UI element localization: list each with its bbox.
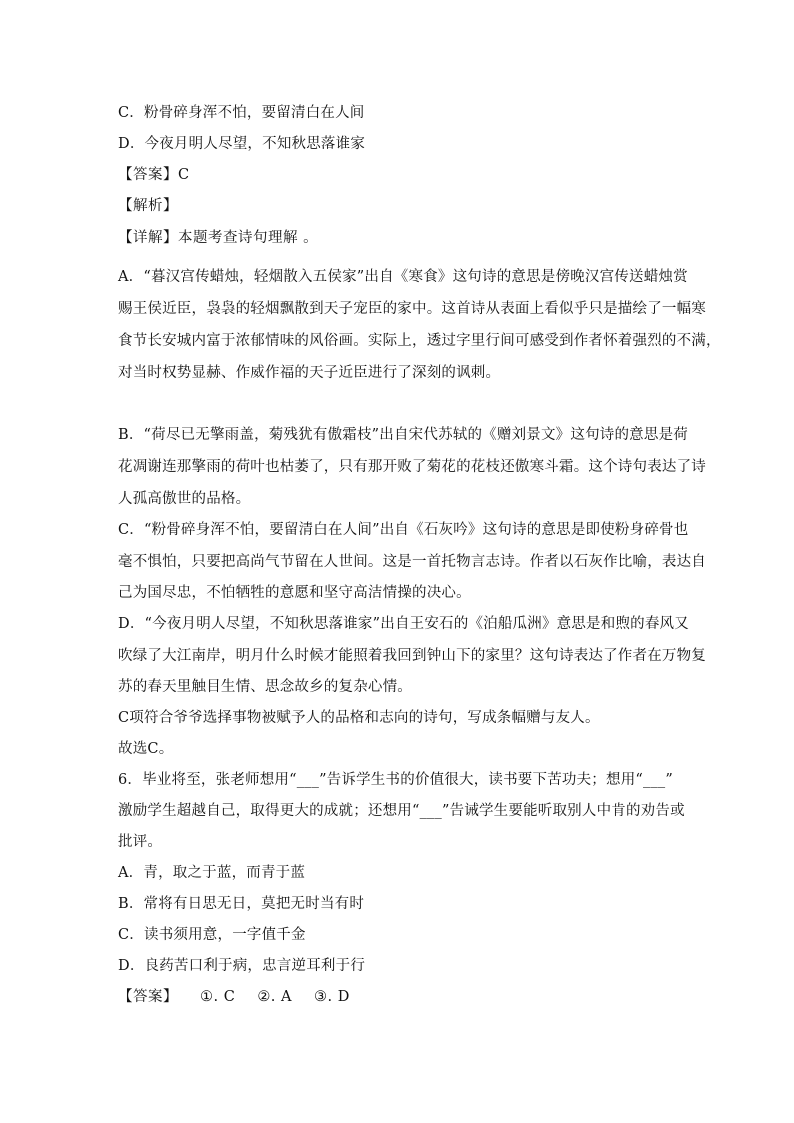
- explanation-c-line-1: C．“粉骨碎身浑不怕，要留清白在人间”出自《石灰吟》这句诗的意思是即使粉身碎骨也: [118, 522, 689, 538]
- q6-answer-line: [118, 987, 350, 1007]
- q6-answer-item-2: ②. A: [257, 989, 293, 1005]
- q6-option-c: C．读书须用意，一字值千金: [118, 927, 306, 943]
- explanation-a-line-4: 对当时权势显赫、作威作福的天子近臣进行了深刻的讽刺。: [118, 365, 501, 381]
- explanation-a-line-1: A．“暮汉宫传蜡烛，轻烟散入五侯家”出自《寒食》这句诗的意思是傍晚汉宫传送蜡烛赏: [118, 269, 688, 285]
- explanation-d-line-2: 吹绿了大江南岸，明月什么时候才能照着我回到钟山下的家里？这句诗表达了作者在万物复: [118, 648, 706, 664]
- q6-option-a: A．青，取之于蓝，而青于蓝: [118, 865, 306, 881]
- analysis-heading: 【解析】: [118, 198, 178, 214]
- explanation-c-line-3: 己为国尽忠，不怕牺牲的意愿和坚守高洁情操的决心。: [118, 585, 471, 601]
- detail-heading: 【详解】本题考查诗句理解 。: [118, 230, 319, 246]
- option-d-line: D．今夜月明人尽望，不知秋思落谁家: [118, 136, 366, 152]
- question-6-line-1: 6．毕业将至，张老师想用“___”告诉学生书的价值很大，读书要下苦功夫；想用“___”: [118, 772, 673, 788]
- q6-answer-item-3: ③. D: [314, 989, 350, 1005]
- explanation-c-line-2: 毫不惧怕，只要把高尚气节留在人世间。这是一首托物言志诗。作者以石灰作比喻，表达自: [118, 554, 706, 570]
- explanation-b-line-3: 人孤高傲世的品格。: [118, 491, 251, 507]
- explanation-b-line-1: B．“荷尽已无擎雨盖，菊残犹有傲霜枝”出自宋代苏轼的《赠刘景文》这句诗的意思是荷: [118, 427, 688, 443]
- answer-line: 【答案】C: [118, 167, 190, 183]
- explanation-a-line-2: 赐王侯近臣，袅袅的轻烟飘散到天子宠臣的家中。这首诗从表面上看似乎只是描绘了一幅寒: [118, 301, 706, 317]
- explanation-a-line-3: 食节长安城内富于浓郁情味的风俗画。实际上，透过字里行间可感受到作者怀着强烈的不满，: [118, 333, 721, 349]
- q6-option-b: B．常将有日思无日，莫把无时当有时: [118, 896, 365, 912]
- conclusion-line: C项符合爷爷选择事物被赋予人的品格和志向的诗句，写成条幅赠与友人。: [118, 710, 600, 726]
- choose-line: 故选C。: [118, 741, 174, 757]
- q6-answer-tag: 【答案】: [118, 989, 178, 1005]
- q6-option-d: D．良药苦口利于病，忠言逆耳利于行: [118, 958, 366, 974]
- explanation-d-line-3: 苏的春天里触目生情、思念故乡的复杂心情。: [118, 679, 412, 695]
- explanation-b-line-2: 花凋谢连那擎雨的荷叶也枯萎了，只有那开败了菊花的花枝还傲寒斗霜。这个诗句表达了诗: [118, 459, 706, 475]
- question-6-line-3: 批评。: [118, 834, 163, 850]
- question-6-line-2: 激励学生超越自己，取得更大的成就；还想用“___”告诫学生要能听取别人中肯的劝告或: [118, 803, 685, 819]
- q6-answer-item-1: ①. C: [200, 989, 236, 1005]
- option-c-line: C．粉骨碎身浑不怕，要留清白在人间: [118, 105, 365, 121]
- explanation-d-line-1: D．“今夜月明人尽望，不知秋思落谁家”出自王安石的《泊船瓜洲》意思是和煦的春风又: [118, 616, 689, 632]
